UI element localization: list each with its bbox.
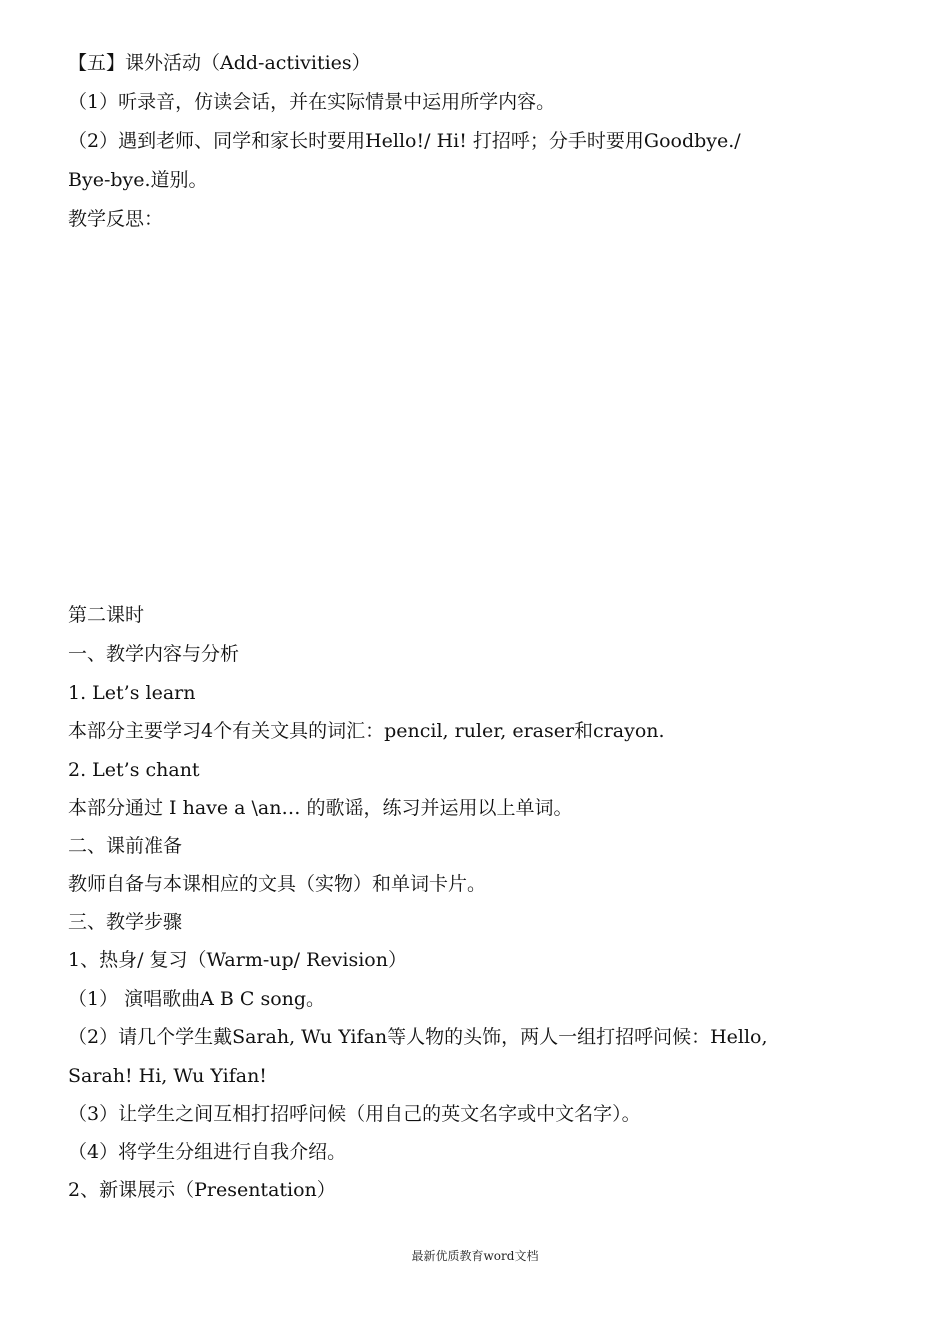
presentation-heading: 2、新课展示（Presentation） xyxy=(68,1179,336,1201)
activity-item-1: （1）听录音，仿读会话，并在实际情景中运用所学内容。 xyxy=(68,91,556,113)
content-analysis-heading: 一、教学内容与分析 xyxy=(68,643,240,665)
lets-chant-heading: 2. Let’s chant xyxy=(68,759,200,781)
page-footer: 最新优质教育word文档 xyxy=(411,1249,539,1263)
warm-up-item-3: （3）让学生之间互相打招呼问候（用自己的英文名字或中文名字）。 xyxy=(68,1103,641,1125)
warm-up-item-4: （4）将学生分组进行自我介绍。 xyxy=(68,1141,347,1163)
lesson-title: 第二课时 xyxy=(68,604,145,626)
teaching-steps-heading: 三、教学步骤 xyxy=(68,911,183,933)
activity-item-2-line-2: Bye-bye.道别。 xyxy=(68,169,208,191)
lets-learn-text: 本部分主要学习4个有关文具的词汇：pencil, ruler, eraser和crayon. xyxy=(68,720,665,742)
warm-up-item-1: （1） 演唱歌曲A B C song。 xyxy=(68,988,326,1010)
activity-item-2-line-1: （2）遇到老师、同学和家长时要用Hello!/ Hi! 打招呼；分手时要用Goodbye./ xyxy=(68,130,741,152)
lets-learn-heading: 1. Let’s learn xyxy=(68,682,196,704)
preparation-text: 教师自备与本课相应的文具（实物）和单词卡片。 xyxy=(68,873,487,895)
preparation-heading: 二、课前准备 xyxy=(68,835,183,857)
warm-up-item-2-line-1: （2）请几个学生戴Sarah, Wu Yifan等人物的头饰，两人一组打招呼问候：Hello, xyxy=(68,1026,768,1048)
section-heading-add-activities: 【五】课外活动（Add-activities） xyxy=(68,52,371,74)
warm-up-item-2-line-2: Sarah! Hi, Wu Yifan! xyxy=(68,1065,267,1087)
warm-up-heading: 1、热身/ 复习（Warm-up/ Revision） xyxy=(68,949,407,971)
lets-chant-text: 本部分通过 I have a \an… 的歌谣，练习并运用以上单词。 xyxy=(68,797,573,819)
reflection-label: 教学反思： xyxy=(68,208,164,230)
